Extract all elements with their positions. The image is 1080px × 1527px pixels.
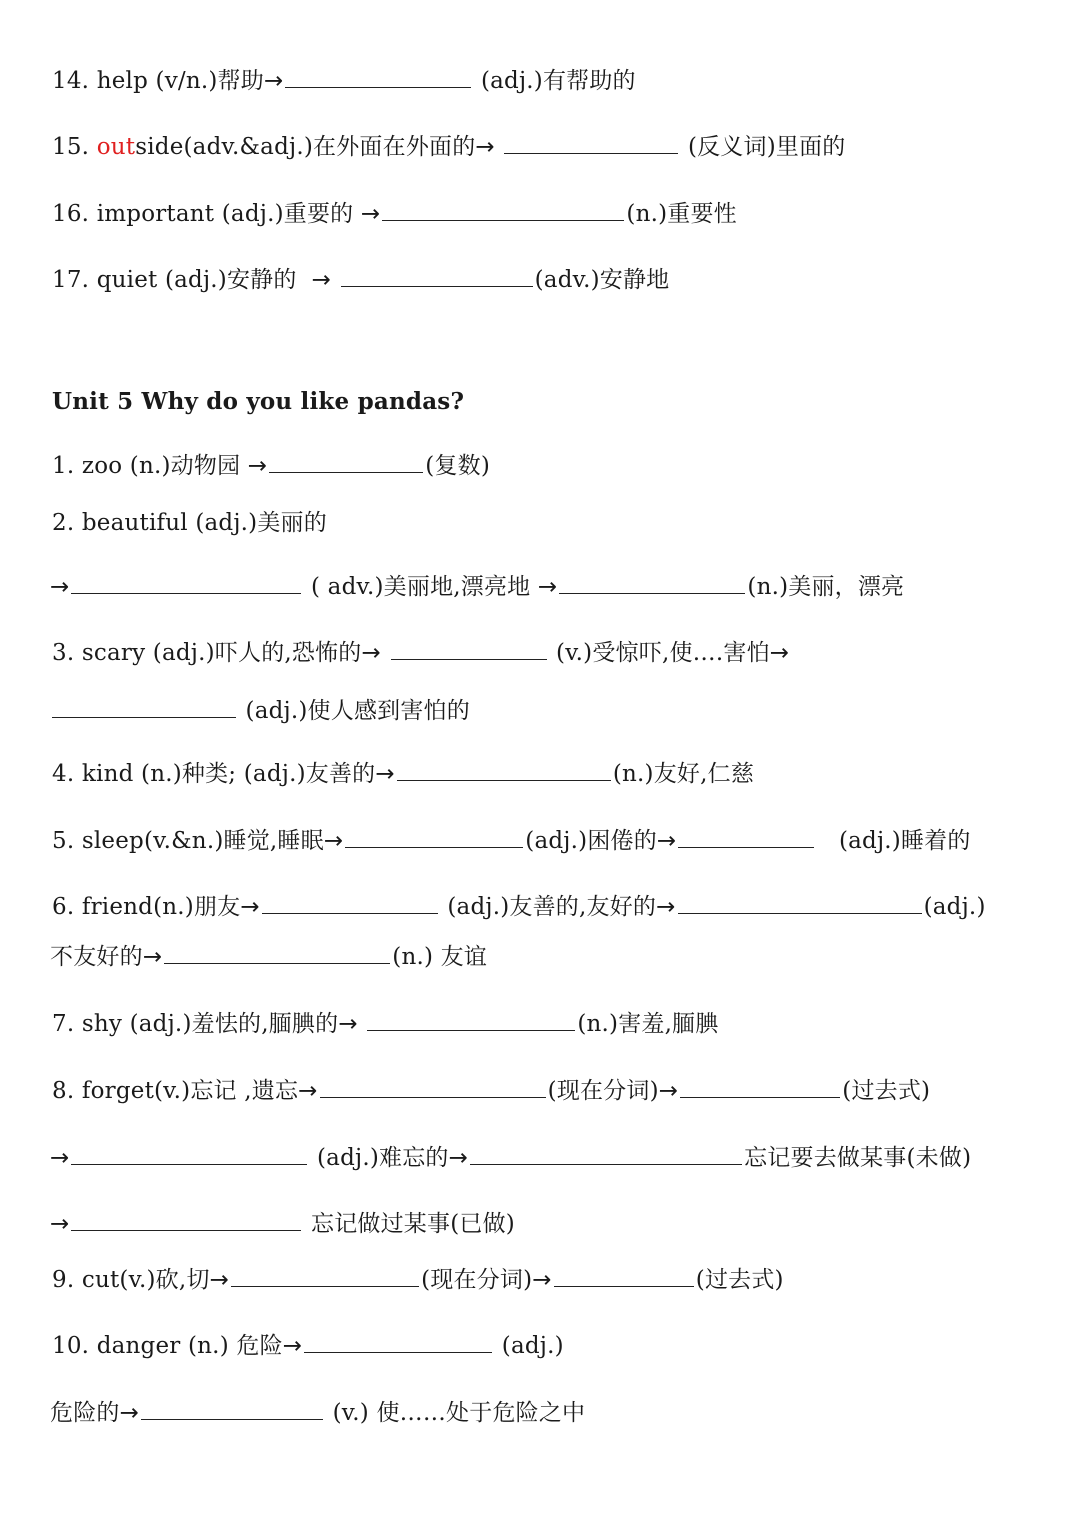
item-hint: (现在分词) xyxy=(547,1078,659,1104)
arrow-icon: → xyxy=(360,201,381,227)
item-6 xyxy=(52,891,986,922)
answer-blank[interactable] xyxy=(554,1264,694,1287)
answer-blank[interactable] xyxy=(285,65,471,88)
item-3-continued xyxy=(52,695,470,726)
item-14 xyxy=(52,65,636,96)
item-word: sleep(v.&n.)睡觉,睡眠 xyxy=(81,828,324,854)
item-word: beautiful (adj.)美丽的 xyxy=(81,510,327,536)
answer-blank[interactable] xyxy=(367,1008,575,1031)
item-word: side(adv.&adj.)在外面在外面的 xyxy=(135,134,476,160)
item-hint: 忘记做过某事(已做) xyxy=(311,1211,515,1237)
item-word: forget(v.)忘记 ,遗忘 xyxy=(81,1078,299,1104)
item-number: 2. xyxy=(52,510,75,536)
arrow-icon: → xyxy=(338,1011,358,1037)
item-9 xyxy=(52,1264,784,1295)
answer-blank[interactable] xyxy=(262,891,438,914)
answer-blank[interactable] xyxy=(382,198,624,221)
item-number: 14. xyxy=(52,68,90,94)
arrow-icon: → xyxy=(658,1078,679,1104)
answer-blank[interactable] xyxy=(678,825,814,848)
item-hint: (adj.)睡着的 xyxy=(838,828,971,854)
item-hint: (过去式) xyxy=(842,1078,931,1104)
item-1 xyxy=(52,450,490,481)
answer-blank[interactable] xyxy=(559,571,745,594)
item-hint: (adj.) xyxy=(501,1333,564,1359)
answer-blank[interactable] xyxy=(397,758,611,781)
item-word: scary (adj.)吓人的,恐怖的 xyxy=(81,640,362,666)
arrow-icon: → xyxy=(448,1145,469,1171)
item-number: 8. xyxy=(52,1078,75,1104)
item-16 xyxy=(52,198,737,229)
arrow-icon: → xyxy=(537,574,558,600)
item-8-continued-2 xyxy=(50,1208,515,1239)
item-hint: (n.)害羞,腼腆 xyxy=(577,1011,719,1037)
item-3 xyxy=(52,637,789,668)
answer-blank[interactable] xyxy=(52,695,236,718)
item-number: 5. xyxy=(52,828,75,854)
answer-blank[interactable] xyxy=(678,891,922,914)
item-2-continued xyxy=(50,571,904,602)
item-word: help (v/n.)帮助 xyxy=(96,68,264,94)
arrow-icon: → xyxy=(282,1333,303,1359)
item-hint: (过去式) xyxy=(695,1267,784,1293)
arrow-icon: → xyxy=(240,894,260,920)
item-6-continued xyxy=(50,941,487,972)
arrow-icon: → xyxy=(50,1211,70,1237)
answer-blank[interactable] xyxy=(71,1208,301,1231)
item-hint: (n.)重要性 xyxy=(626,201,737,227)
arrow-icon: → xyxy=(142,944,163,970)
answer-blank[interactable] xyxy=(71,571,301,594)
answer-blank[interactable] xyxy=(320,1075,546,1098)
item-hint: (v.) 使……处于危险之中 xyxy=(332,1400,586,1426)
item-hint: (n.)美丽，漂亮 xyxy=(747,574,905,600)
arrow-icon: → xyxy=(475,134,495,160)
item-hint: (adj.) xyxy=(923,894,986,920)
answer-blank[interactable] xyxy=(345,825,523,848)
item-hint: (v.)受惊吓,使….害怕 xyxy=(556,640,770,666)
answer-blank[interactable] xyxy=(304,1330,492,1353)
arrow-icon: → xyxy=(323,828,344,854)
arrow-icon: → xyxy=(375,761,395,787)
arrow-icon: → xyxy=(656,828,677,854)
arrow-icon: → xyxy=(247,453,268,479)
item-number: 3. xyxy=(52,640,75,666)
item-hint: (复数) xyxy=(425,453,491,479)
arrow-icon: → xyxy=(50,574,70,600)
item-15 xyxy=(52,131,845,162)
item-hint: (adj.)困倦的 xyxy=(525,828,657,854)
item-hint: (adv.)安静地 xyxy=(534,267,670,293)
item-number: 10. xyxy=(52,1333,90,1359)
item-number: 15. xyxy=(52,134,90,160)
item-number: 6. xyxy=(52,894,75,920)
answer-blank[interactable] xyxy=(231,1264,419,1287)
item-hint: (adj.)友善的,友好的 xyxy=(447,894,657,920)
answer-blank[interactable] xyxy=(269,450,423,473)
answer-blank[interactable] xyxy=(504,131,678,154)
item-hint: (现在分词) xyxy=(421,1267,533,1293)
item-word: important (adj.)重要的 xyxy=(96,201,354,227)
item-hint: (adj.)难忘的 xyxy=(317,1145,449,1171)
item-word: 危险的 xyxy=(50,1400,120,1426)
item-7 xyxy=(52,1008,719,1039)
arrow-icon: → xyxy=(119,1400,140,1426)
item-word: danger (n.) 危险 xyxy=(96,1333,283,1359)
highlighted-prefix: out xyxy=(96,134,136,160)
arrow-icon: → xyxy=(263,68,284,94)
item-number: 17. xyxy=(52,267,90,293)
item-10 xyxy=(52,1330,564,1361)
arrow-icon: → xyxy=(298,1078,318,1104)
item-8 xyxy=(52,1075,930,1106)
item-word: kind (n.)种类; (adj.)友善的 xyxy=(81,761,376,787)
arrow-icon: → xyxy=(532,1267,552,1293)
arrow-icon: → xyxy=(656,894,676,920)
arrow-icon: → xyxy=(209,1267,230,1293)
item-hint: ( adv.)美丽地,漂亮地 xyxy=(311,574,531,600)
item-word: quiet (adj.)安静的 xyxy=(96,267,297,293)
answer-blank[interactable] xyxy=(391,637,547,660)
item-8-continued-1 xyxy=(50,1142,971,1173)
item-number: 9. xyxy=(52,1267,75,1293)
item-10-continued xyxy=(50,1397,585,1428)
item-word: zoo (n.)动物园 xyxy=(81,453,241,479)
item-hint: 忘记要去做某事(未做) xyxy=(744,1145,972,1171)
arrow-icon: → xyxy=(311,267,332,293)
answer-blank[interactable] xyxy=(341,264,533,287)
item-word: cut(v.)砍,切 xyxy=(81,1267,210,1293)
answer-blank[interactable] xyxy=(164,941,390,964)
item-word: friend(n.)朋友 xyxy=(81,894,241,920)
item-hint: (n.)友好,仁慈 xyxy=(612,761,755,787)
answer-blank[interactable] xyxy=(680,1075,840,1098)
unit-title: Unit 5 Why do you like pandas? xyxy=(52,388,465,415)
item-5 xyxy=(52,825,971,856)
answer-blank[interactable] xyxy=(71,1142,307,1165)
item-4 xyxy=(52,758,754,789)
item-number: 7. xyxy=(52,1011,75,1037)
answer-blank[interactable] xyxy=(141,1397,323,1420)
item-hint: (adj.)使人感到害怕的 xyxy=(245,698,470,724)
item-word: shy (adj.)羞怯的,腼腆的 xyxy=(81,1011,339,1037)
item-2 xyxy=(52,508,327,538)
item-hint: (adj.)有帮助的 xyxy=(480,68,636,94)
item-number: 4. xyxy=(52,761,75,787)
item-number: 1. xyxy=(52,453,75,479)
item-number: 16. xyxy=(52,201,90,227)
item-17 xyxy=(52,264,669,295)
arrow-icon: → xyxy=(361,640,381,666)
item-hint: (n.) 友谊 xyxy=(392,944,488,970)
arrow-icon: → xyxy=(769,640,790,666)
item-hint: (反义词)里面的 xyxy=(687,134,846,160)
arrow-icon: → xyxy=(50,1145,70,1171)
answer-blank[interactable] xyxy=(470,1142,742,1165)
item-word: 不友好的 xyxy=(50,944,143,970)
